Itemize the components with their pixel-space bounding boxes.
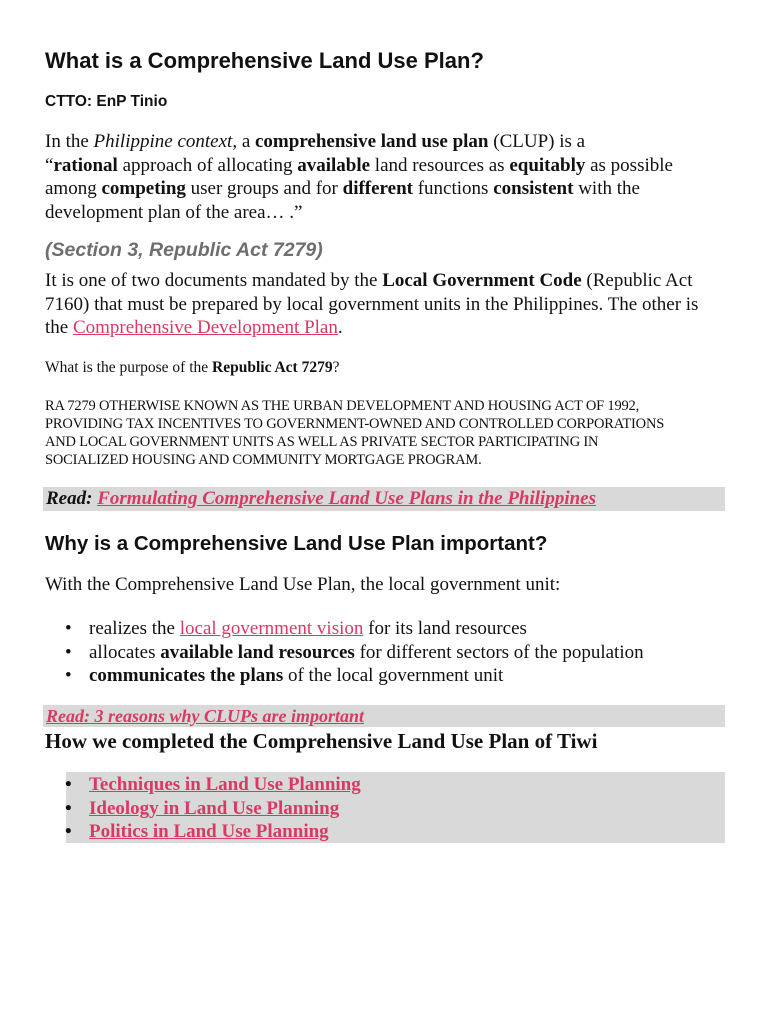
text: approach of allocating <box>117 154 298 176</box>
bullet: • <box>65 821 72 842</box>
text: as possible <box>585 154 673 176</box>
text: , a <box>232 131 255 152</box>
caps-line: SOCIALIZED HOUSING AND COMMUNITY MORTGAGE PROGRAM. <box>45 452 482 468</box>
text: for its land resources <box>363 618 527 639</box>
intro-paragraph <box>45 130 735 224</box>
page-title: What is a Comprehensive Land Use Plan? <box>45 48 484 73</box>
list-item <box>45 773 725 797</box>
tiwi-list <box>45 773 725 844</box>
bullet: • <box>65 665 72 686</box>
purpose-question <box>45 358 339 378</box>
techniques-link[interactable]: Techniques in Land Use Planning <box>89 774 361 795</box>
list-item <box>45 641 745 665</box>
politics-link[interactable]: Politics in Land Use Planning <box>89 821 329 842</box>
formulating-clup-link[interactable]: Formulating Comprehensive Land Use Plans in the Philippines <box>97 488 597 509</box>
bold-text: equitably <box>509 154 586 176</box>
text: user groups and for <box>185 178 343 199</box>
bold-text: rational <box>53 154 118 176</box>
list-item <box>45 617 745 641</box>
text: among <box>45 178 102 199</box>
bold-text: Local Government Code <box>382 270 582 291</box>
tiwi-heading: How we completed the Comprehensive Land Use Plan of Tiwi <box>45 729 598 753</box>
mandate-paragraph <box>45 269 745 340</box>
text: 7160) that must be prepared by local government units in the Philippines. The other is <box>45 293 699 315</box>
bold-text: available land resources <box>160 641 355 663</box>
section-reference: (Section 3, Republic Act 7279) <box>45 239 323 261</box>
caps-line: PROVIDING TAX INCENTIVES TO GOVERNMENT-OWNED AND CONTROLLED CORPORATIONS <box>45 416 665 432</box>
bold-text: consistent <box>493 178 574 199</box>
bold-text: available <box>297 154 371 176</box>
bullet: • <box>65 618 72 639</box>
text: What is the purpose of the <box>45 359 213 376</box>
read-banner-1 <box>43 487 725 511</box>
bold-text: Republic Act 7279 <box>212 359 333 376</box>
caps-line: RA 7279 OTHERWISE KNOWN AS THE URBAN DEVELOPMENT AND HOUSING ACT OF 1992, <box>45 398 640 414</box>
why-heading: Why is a Comprehensive Land Use Plan important? <box>45 532 548 555</box>
text: for different sectors of the population <box>354 641 644 663</box>
caps-line: AND LOCAL GOVERNMENT UNITS AS WELL AS PRIVATE SECTOR PARTICIPATING IN <box>45 434 599 450</box>
text: It is one of two documents mandated by the <box>45 270 383 291</box>
text: realizes the <box>89 618 180 639</box>
bold-text: comprehensive land use plan <box>255 131 489 152</box>
text: functions <box>412 178 494 199</box>
list-item <box>45 664 745 688</box>
lgu-vision-link[interactable]: local government vision <box>179 618 364 639</box>
list-item <box>45 820 725 844</box>
why-intro: With the Comprehensive Land Use Plan, the local government unit: <box>45 574 561 595</box>
read-label: Read: <box>46 488 93 509</box>
text: In the <box>45 131 94 152</box>
bullet: • <box>65 641 72 663</box>
bullet: • <box>65 797 72 819</box>
why-list <box>45 617 745 688</box>
text: of the local government unit <box>283 665 504 686</box>
list-item <box>45 797 725 821</box>
text: ? <box>332 359 340 376</box>
text: (CLUP) is a <box>488 131 586 152</box>
credit-line: CTTO: EnP Tinio <box>45 93 168 110</box>
italic-text: Philippine context <box>93 131 233 152</box>
cdp-link[interactable]: Comprehensive Development Plan <box>72 317 338 338</box>
text: development plan of the area… .” <box>45 201 303 223</box>
bold-text: different <box>342 178 413 199</box>
bold-text: communicates the plans <box>89 665 284 686</box>
ideology-link[interactable]: Ideology in Land Use Planning <box>89 797 340 819</box>
ra-description <box>45 397 745 469</box>
bold-text: competing <box>101 178 186 199</box>
text: allocates <box>89 641 161 663</box>
read-banner-2 <box>43 705 725 727</box>
text: land resources as <box>370 154 510 176</box>
text: . <box>337 317 343 338</box>
text: the <box>45 317 73 338</box>
bullet: • <box>65 774 72 795</box>
clup-reasons-link[interactable]: Read: 3 reasons why CLUPs are important <box>46 706 365 726</box>
text: (Republic Act <box>581 270 693 291</box>
text: with the <box>573 178 640 199</box>
text: “ <box>45 154 54 176</box>
